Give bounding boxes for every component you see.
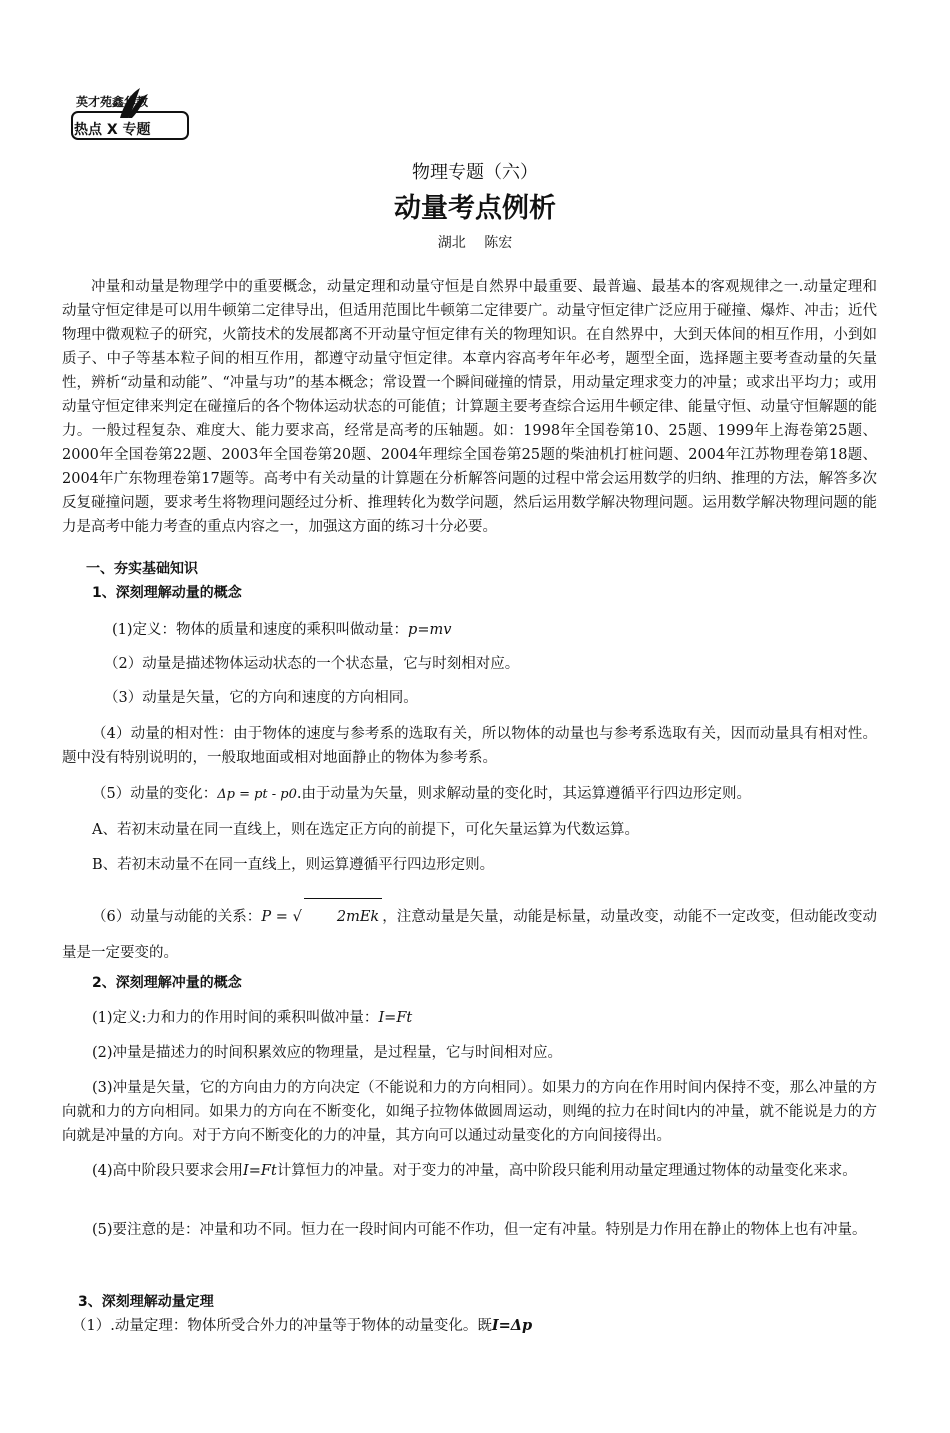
sub3-heading: 3、深刻理解动量定理 xyxy=(78,1294,214,1310)
formula-delta-p: Δp = pt - p0 xyxy=(217,787,297,802)
formula-p-mv: p=mv xyxy=(408,622,452,638)
sub3-p1: （1）.动量定理：物体所受合外力的冲量等于物体的动量变化。既I=Δp xyxy=(72,1317,533,1334)
sub1-p6: （6）动量与动能的关系：P = √ 2mEk ，注意动量是矢量，动能是标量，动量改变，动能不一定改变，但动能改变动量是一定要变的。 xyxy=(62,898,877,971)
sub3-p1-block xyxy=(62,1314,877,1338)
formula-i-ft-2: I=Ft xyxy=(243,1163,277,1179)
sub1-pA: A、若初末动量在同一直线上，则在选定正方向的前提下，可化矢量运算为代数运算。 xyxy=(92,822,639,838)
sub2-p1-block xyxy=(62,1006,877,1030)
sub2-p5: (5)要注意的是：冲量和功不同。恒力在一段时间内可能不作功，但一定有冲量。特别是力作用在静止的物体上也有冲量。 xyxy=(92,1222,867,1238)
sub1-p4-block xyxy=(62,722,877,770)
sub2-p2: (2)冲量是描述力的时间积累效应的物理量，是过程量，它与时间相对应。 xyxy=(92,1045,563,1061)
sub1-p1: (1)定义：物体的质量和速度的乘积叫做动量：p=mv xyxy=(112,622,452,638)
author: 湖北 陈宏 xyxy=(437,235,513,251)
sub1-p3: （3）动量是矢量，它的方向和速度的方向相同。 xyxy=(104,690,418,706)
sub1-p5: （5）动量的变化：Δp = pt - p0.由于动量为矢量，则求解动量的变化时，其运算遵循平行四边形定则。 xyxy=(92,786,752,802)
logo-top-text: 英才苑鑫华教 xyxy=(76,95,149,109)
sub1-pA-block xyxy=(62,818,877,842)
sub2-p3: (3)冲量是矢量，它的方向由力的方向决定（不能说和力的方向相同）。如果力的方向在作用时间内保持不变，那么冲量的方向就和力的方向相同。如果力的方向在不断变化，如绳子拉物体做圆周运动，则绳的拉力在时间t内的冲量，就不能说是力的方向就是冲量的方向。对于方向不断变化的力的冲量，其方向可以通过动量变化的方向间接得出。 xyxy=(62,1080,877,1144)
logo-bottom-text: 热点 X 专题 xyxy=(74,122,151,138)
sub1-p2-block xyxy=(62,652,877,676)
sub2-p4-block xyxy=(62,1159,877,1183)
sub1-heading: 1、深刻理解动量的概念 xyxy=(92,585,242,601)
intro-block xyxy=(62,275,877,539)
sub2-p1: (1)定义:力和力的作用时间的乘积叫做冲量：I=Ft xyxy=(92,1010,413,1026)
sub1-p4: （4）动量的相对性：由于物体的速度与参考系的选取有关，所以物体的动量也与参考系选取有关，因而动量具有相对性。题中没有特别说明的，一般取地面或相对地面静止的物体为参考系。 xyxy=(62,726,877,766)
formula-i-delta-p: I=Δp xyxy=(491,1317,533,1334)
section-1 xyxy=(62,557,877,605)
sub2-p5-block xyxy=(62,1218,877,1242)
sub1-pB-block xyxy=(62,853,877,877)
sub1-p2: （2）动量是描述物体运动状态的一个状态量，它与时刻相对应。 xyxy=(104,656,520,672)
formula-i-ft: I=Ft xyxy=(378,1010,413,1026)
sub2-p2-block xyxy=(62,1041,877,1065)
sub1-p6-block xyxy=(62,898,877,971)
formula-p-lhs: P = xyxy=(261,909,293,925)
sub2-heading: 2、深刻理解冲量的概念 xyxy=(92,975,242,991)
sub1-p5-block xyxy=(62,782,877,807)
series-label: 物理专题（六） xyxy=(412,162,538,183)
sub1-p3-block xyxy=(62,686,877,710)
page-title: 动量考点例析 xyxy=(394,193,556,224)
sub1-p1-block xyxy=(62,618,877,642)
sub2-p3-block xyxy=(62,1076,877,1148)
sub2-p4: (4)高中阶段只要求会用I=Ft计算恒力的冲量。对于变力的冲量，高中阶段只能利用动量定理通过物体的动量变化来求。 xyxy=(92,1163,857,1179)
formula-sqrt-2mek: 2mEk xyxy=(304,898,382,935)
section-1-heading: 一、夯实基础知识 xyxy=(86,561,198,577)
sub3-heading-block xyxy=(62,1290,877,1314)
sub2-heading-block xyxy=(62,971,877,995)
intro-paragraph: 冲量和动量是物理学中的重要概念，动量定理和动量守恒是自然界中最重要、最普遍、最基本的客观规律之一.动量定理和动量守恒定律是可以用牛顿第二定律导出，但适用范围比牛顿第二定律要广。动量守恒定律广泛应用于碰撞、爆炸、冲击；近代物理中微观粒子的研究，火箭技术的发展都离不开动量守恒定律有关的物理知识。在自然界中，大到天体间的相互作用，小到如质子、中子等基本粒子间的相互作用，都遵守动量守恒定律。本章内容高考年年必考，题型全面，选择题主要考查动量的矢量性，辨析“动量和动能”、“冲量与功”的基本概念；常设置一个瞬间碰撞的情景，用动量定理求变力的冲量；或求出平均力；或用动量守恒定律来判定在碰撞后的各个物体运动状态的可能值；计算题主要考查综合运用牛顿定律、能量守恒、动量守恒解题的能力。一般过程复杂、难度大、能力要求高，经常是高考的压轴题。如：1998年全国卷第10、25题、1999年上海卷第25题、2000年全国卷第22题、2003年全国卷第20题、2004年理综全国卷第25题的柴油机打桩问题、2004年江苏物理卷第18题、2004年广东物理卷第17题等。高考中有关动量的计算题在分析解答问题的过程中常会运用数学的归纳、推理的方法，解答多次反复碰撞问题，要求考生将物理问题经过分析、推理转化为数学问题，然后运用数学解决物理问题。运用数学解决物理问题的能力是高考中能力考查的重点内容之一，加强这方面的练习十分必要。 xyxy=(62,279,877,535)
sub1-pB: B、若初末动量不在同一直线上，则运算遵循平行四边形定则。 xyxy=(92,857,495,873)
